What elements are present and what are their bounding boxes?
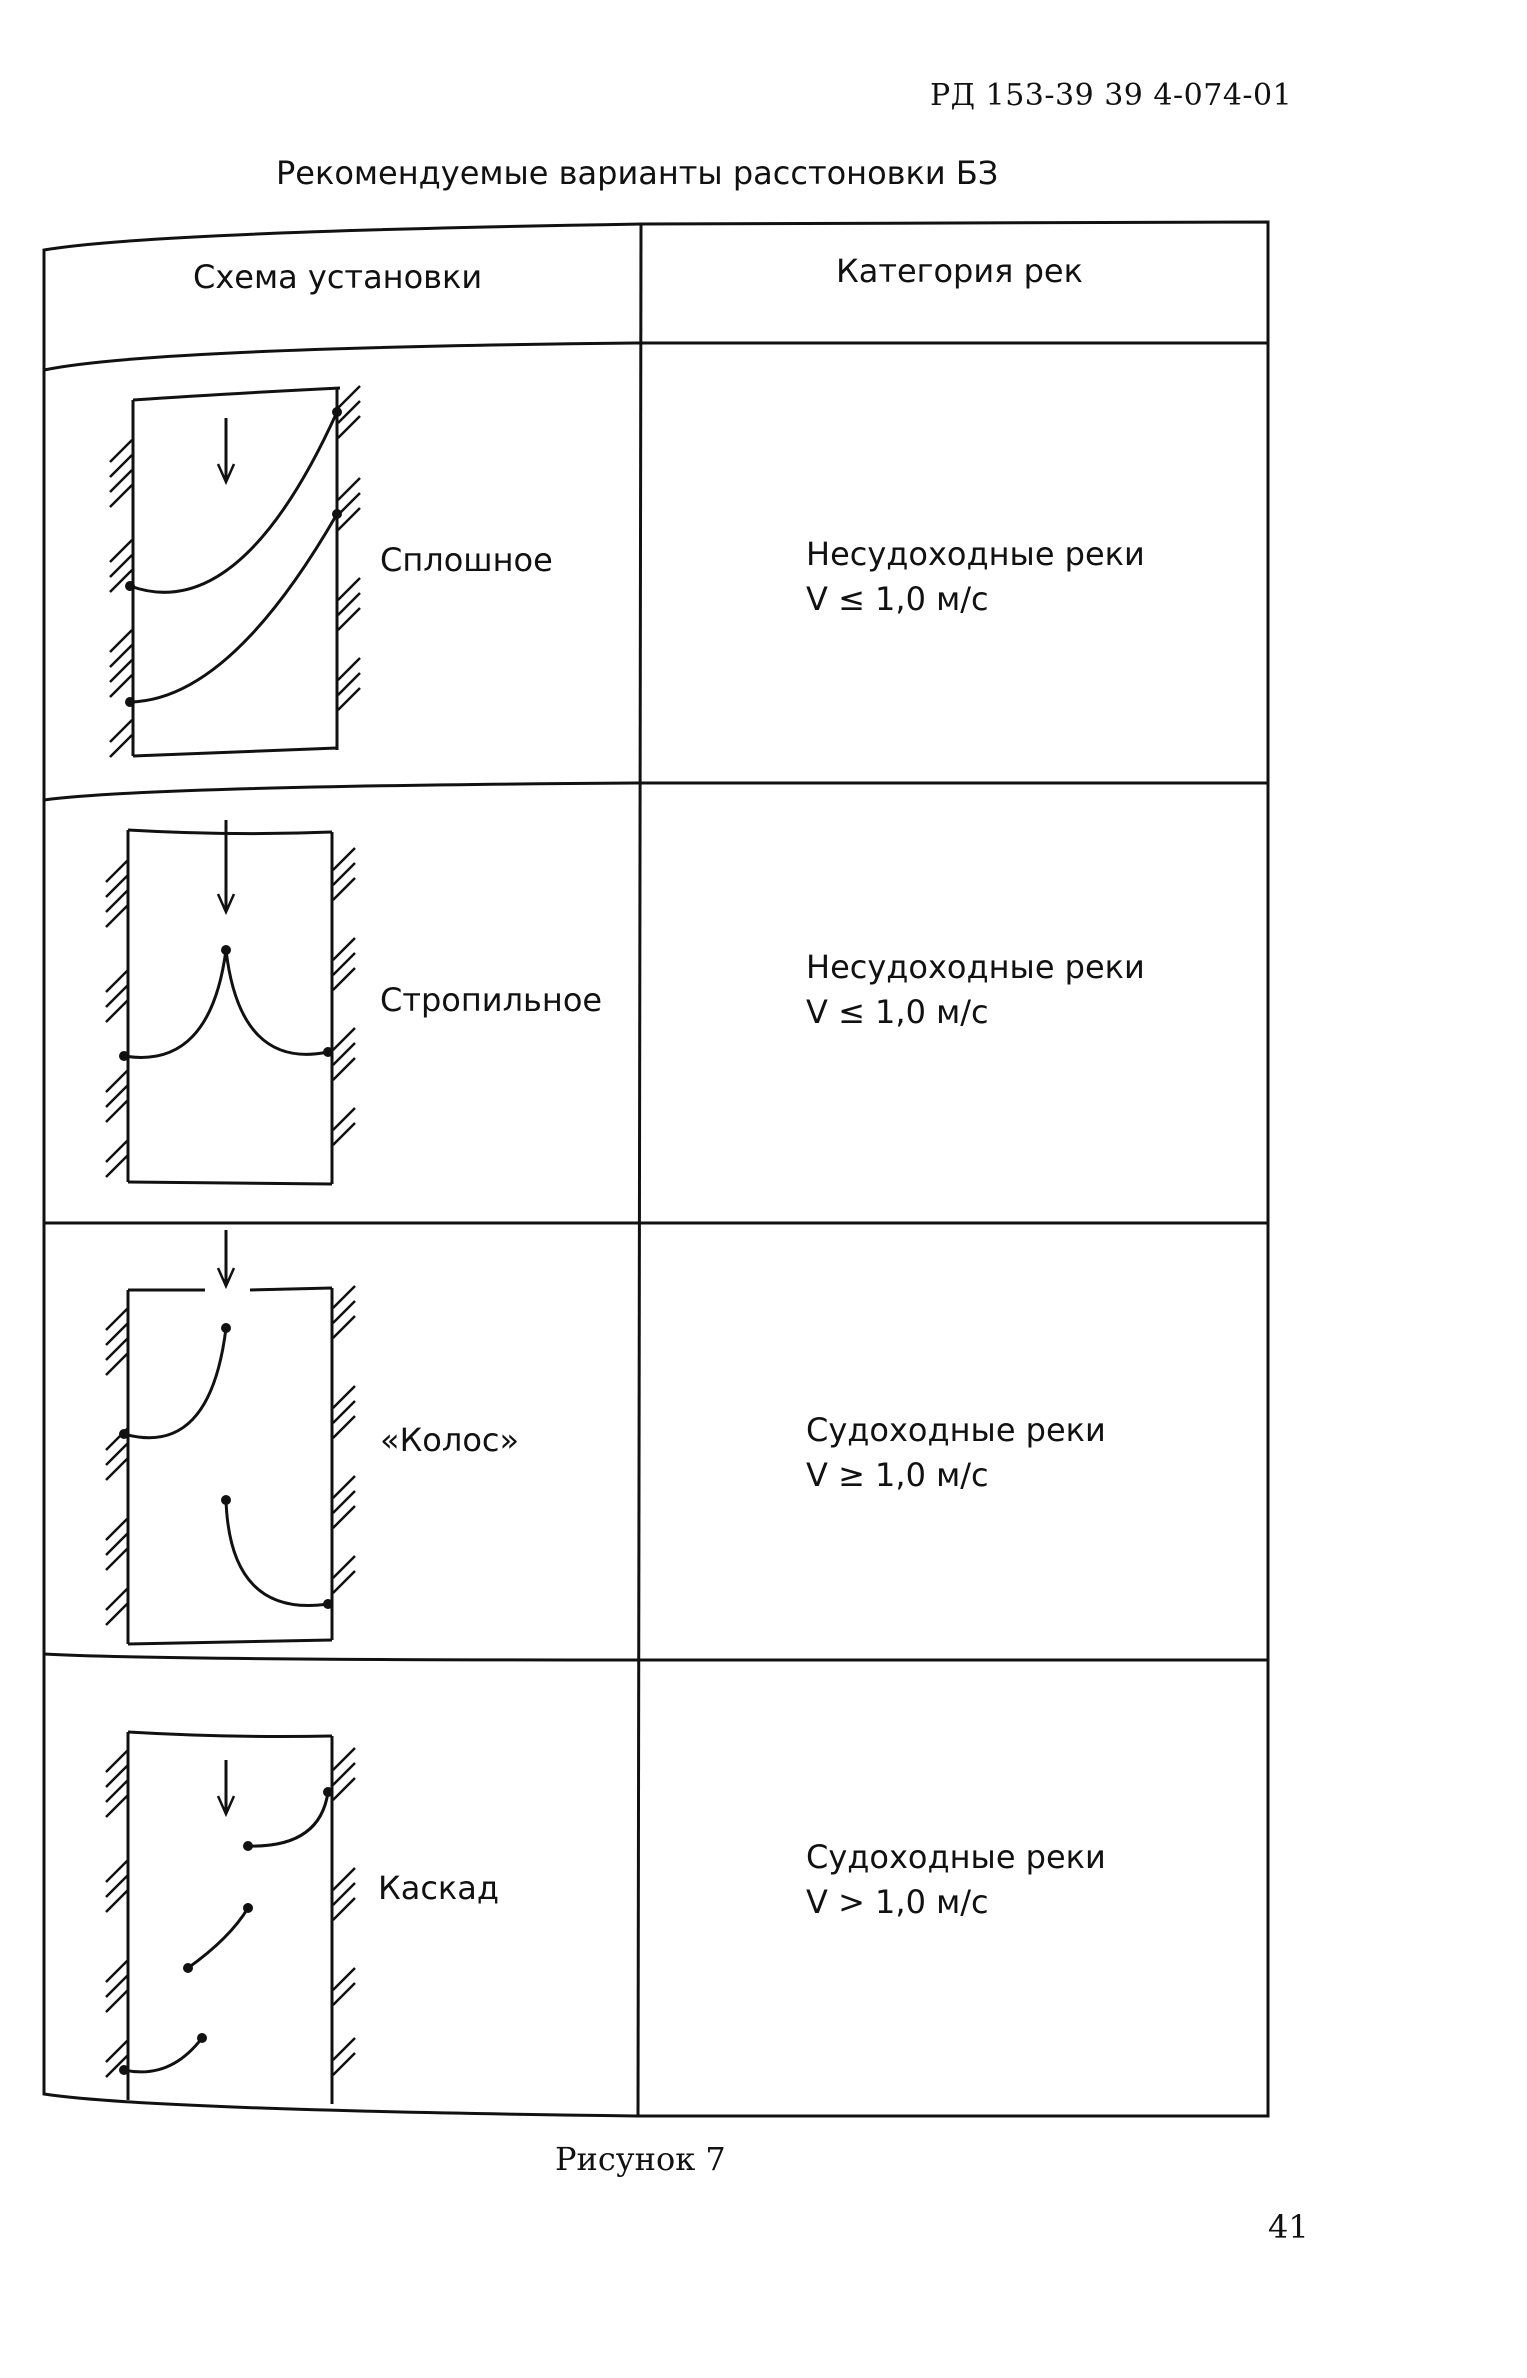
page-number: 41 [1268,2208,1309,2246]
category-label: Несудоходные реки [806,535,1145,573]
scheme-diagram-solid [100,380,380,770]
scheme-diagram-rafter [100,820,380,1200]
scheme-diagram-cascade [100,1720,380,2110]
scheme-label: Сплошное [380,541,553,579]
speed-label: V ≤ 1,0 м/с [806,993,989,1031]
document-code: РД 153-39 39 4-074-01 [930,78,1293,113]
scheme-diagram-ear [100,1228,380,1648]
header-scheme: Схема установки [193,258,483,296]
scheme-label: «Колос» [380,1421,520,1459]
scheme-label: Стропильное [380,981,603,1019]
table-caption: Рекомендуемые варианты расстоновки БЗ [276,154,999,192]
speed-label: V ≤ 1,0 м/с [806,580,989,618]
category-label: Несудоходные реки [806,948,1145,986]
figure-caption: Рисунок 7 [555,2140,726,2178]
speed-label: V ≥ 1,0 м/с [806,1456,989,1494]
scheme-label: Каскад [378,1869,499,1907]
header-category: Категория рек [836,252,1083,290]
category-label: Судоходные реки [806,1838,1106,1876]
category-label: Судоходные реки [806,1411,1106,1449]
speed-label: V > 1,0 м/с [806,1883,989,1921]
